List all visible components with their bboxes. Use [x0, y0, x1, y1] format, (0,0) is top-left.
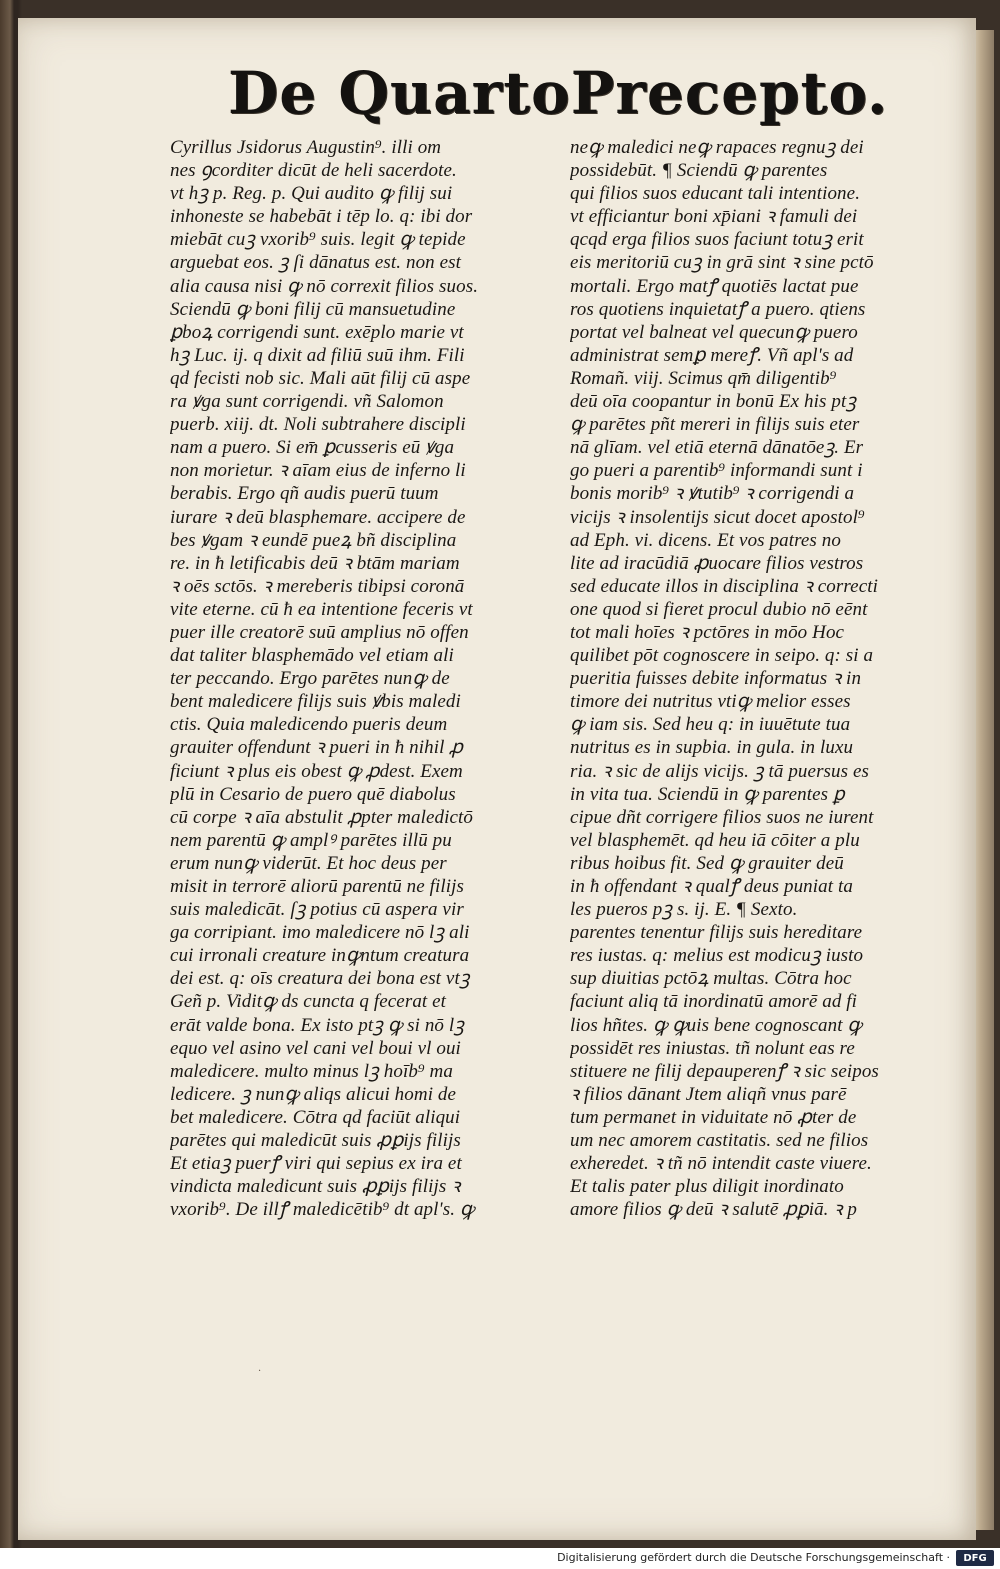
text-line: possidēt res iniustas. tñ nolunt eas re: [570, 1037, 855, 1059]
text-line: go pueri a parentib⁹ informandi sunt i: [570, 460, 863, 482]
text-line: deū oīa coopantur in bonū Ex his ptꝫ: [570, 391, 857, 413]
text-line: ra ꝟga sunt corrigendi. vñ Salomon: [170, 391, 444, 413]
text-line: qd fecisti nob sic. Mali aūt filij cū aspe: [170, 367, 471, 389]
text-line: vicijs ꝛ insolentijs sicut docet apostol⁹: [570, 506, 865, 528]
text-line: vite eterne. cū ħ ea intentione feceris vt: [170, 598, 473, 620]
text-line: stituere ne filij depauperenꝭ ꝛ sic seipos: [570, 1060, 879, 1082]
text-line: ꝑboꝝ corrigendi sunt. exēplo marie vt: [170, 321, 464, 343]
text-line: dat taliter blasphemādo vel etiam ali: [170, 645, 454, 667]
text-line: ꝙ parētes pñt mereri in filijs suis eter: [570, 414, 860, 436]
text-line: vxorib⁹. De illꝭ maledicētib⁹ dt apl's. ꝙ: [170, 1199, 475, 1221]
text-line: cū corpe ꝛ aīa abstulit ꝓpter maledictō: [170, 806, 473, 828]
text-line: tum permanet in viduitate nō ꝓter de: [570, 1106, 857, 1128]
text-line: miebāt cuꝫ vxorib⁹ suis. legit ꝙ tepide: [170, 229, 466, 251]
text-line: one quod si fieret procul dubio nō eēnt: [570, 598, 868, 620]
text-line: nem parentū ꝙ amplꝰ parētes illū pu: [170, 829, 452, 851]
text-line: tot mali hoīes ꝛ pctōres in mōo Hoc: [570, 621, 845, 643]
text-line: misit in terrorē aliorū parentū ne filijs: [170, 876, 465, 897]
text-line: amore filios ꝙ deū ꝛ salutē ꝓꝑiā. ꝛ p: [570, 1199, 857, 1221]
running-head-left: De Quarto: [228, 59, 571, 127]
text-line: administrat semꝑ mereꝭ. Vñ apl's ad: [570, 344, 854, 366]
text-line: Et etiaꝫ puerꝭ viri qui sepius ex ira et: [170, 1153, 462, 1175]
text-line: cipue dñt corrigere filios suos ne iurent: [570, 806, 874, 828]
text-line: mortali. Ergo matꝭ quotiēs lactat pue: [570, 275, 859, 297]
text-line: dei est. q: oīs creatura dei bona est vtꝫ: [170, 968, 470, 990]
text-line: ctis. Quia maledicendo pueris deum: [170, 714, 448, 736]
text-line: plū in Cesario de puero quē diabolus: [170, 783, 456, 805]
ink-speck: ·: [258, 1366, 262, 1377]
text-line: ꝛ filios dānant Jtem aliqñ vnus parē: [570, 1083, 847, 1105]
text-line: les pueros pꝫ s. ij. E. ¶ Sexto.: [570, 899, 798, 921]
text-line: ter peccando. Ergo parētes nunꝙ de: [170, 668, 450, 690]
text-line: eis meritoriū cuꝫ in grā sint ꝛ sine pctō: [570, 252, 874, 274]
text-line: erum nunꝙ viderūt. Et hoc deus per: [170, 852, 447, 874]
text-line: arguebat eos. ꝫ ſi dānatus est. non est: [170, 252, 462, 274]
text-line: neꝙ maledici neꝙ rapaces regnuꝫ dei: [570, 137, 864, 158]
text-line: bent maledicere filijs suis ꝟbis maledi: [170, 691, 461, 713]
text-line: ꝛ oēs sctōs. ꝛ mereberis tibipsi coronā: [170, 575, 465, 597]
running-head-right: Precepto.: [570, 59, 889, 127]
text-line: erāt valde bona. Ex isto ptꝫ ꝙ si nō lꝫ: [170, 1014, 465, 1036]
text-line: qui filios suos educant tali intentione.: [570, 183, 861, 205]
text-line: ga corripiant. imo maledicere nō lꝫ ali: [170, 922, 470, 944]
text-line: ros quotiens inquietatꝭ a puero. qtiens: [570, 298, 866, 320]
text-line: alia causa nisi ꝙ nō correxit filios suos.: [170, 275, 479, 297]
text-line: equo vel asino vel cani vel boui vl oui: [170, 1037, 461, 1059]
running-head: [228, 59, 889, 127]
text-line: maledicere. multo minus lꝫ hoīb⁹ ma: [170, 1060, 453, 1082]
text-line: suis maledicāt. ſꝫ potius cū aspera vir: [170, 899, 464, 921]
text-line: berabis. Ergo qñ audis puerū tuum: [170, 483, 439, 505]
text-line: res iustas. q: melius est modicuꝫ iusto: [570, 945, 864, 967]
text-line: cui irronali creature inꝙntum creatura: [170, 945, 470, 967]
footer-credit: Digitalisierung gefördert durch die Deutsche Forschungsgemeinschaft ·: [557, 1551, 950, 1564]
text-line: ledicere. ꝫ nunꝙ aliqs alicui homi de: [170, 1083, 457, 1105]
text-line: grauiter offendunt ꝛ pueri in ħ nihil ꝓ: [170, 737, 463, 759]
text-line: bes ꝟgam ꝛ eundē pueꝝ bñ disciplina: [170, 529, 457, 551]
text-line: nutritus es in supbia. in gula. in luxu: [570, 737, 854, 759]
text-line: non morietur. ꝛ aīam eius de inferno li: [170, 460, 466, 482]
text-line: nam a puero. Si em̄ ꝑcusseris eū ꝟga: [170, 437, 455, 459]
text-line: ribus hoibus fit. Sed ꝙ grauiter deū: [570, 852, 844, 874]
text-line: nes ꝯcorditer dicūt de heli sacerdote.: [170, 160, 457, 182]
text-line: Geñ p. Viditꝙ ds cuncta q fecerat et: [170, 991, 447, 1013]
text-line: ad Eph. vi. dicens. Et vos patres no: [570, 529, 841, 551]
text-line: bonis morib⁹ ꝛ ꝟtutib⁹ ꝛ corrigendi a: [570, 483, 855, 505]
text-line: pueritia fuisses debite informatus ꝛ in: [570, 668, 862, 690]
text-line: vt efficiantur boni xp̄iani ꝛ famuli dei: [570, 206, 858, 228]
text-line: faciunt aliq tā inordinatū amorē ad fi: [570, 991, 858, 1013]
text-line: sup diuitias pctōꝝ multas. Cōtra hoc: [570, 968, 852, 990]
text-line: um nec amorem castitatis. sed ne filios: [570, 1130, 869, 1152]
text-line: puer ille creatorē suū amplius nō offen: [170, 621, 469, 643]
text-line: sed educate illos in disciplina ꝛ correcti: [570, 575, 879, 597]
text-line: parentes tenentur filijs suis hereditare: [570, 922, 863, 944]
text-line: ꝙ iam sis. Sed heu q: in iuuētute tua: [570, 714, 851, 736]
text-line: portat vel balneat vel quecunꝙ puero: [570, 321, 858, 343]
text-line: in vita tua. Sciendū in ꝙ parentes ꝑ: [570, 783, 845, 805]
right-text-column: [570, 136, 948, 1221]
text-line: in ħ offendant ꝛ qualꝭ deus puniat ta: [570, 876, 853, 897]
text-line: lite ad iracūdiā ꝓuocare filios vestros: [570, 552, 864, 574]
dfg-logo: DFG: [956, 1550, 994, 1566]
text-line: timore dei nutritus vtiꝙ melior esses: [570, 691, 851, 713]
text-line: vt hꝫ p. Reg. p. Qui audito ꝙ filij sui: [170, 183, 453, 205]
text-line: nā glīam. vel etiā eternā dānatōeꝫ. Er: [570, 437, 864, 459]
text-line: vel blasphemēt. qd heu iā cōiter a plu: [570, 829, 860, 851]
text-line: quilibet pōt cognoscere in seipo. q: si a: [570, 645, 874, 667]
text-line: lios hñtes. ꝙ ꝙuis bene cognoscant ꝙ: [570, 1014, 862, 1036]
text-line: Cyrillus Jsidorus Augustin⁹. illi om: [170, 137, 442, 158]
text-line: qcqd erga filios suos faciunt totuꝫ erit: [570, 229, 864, 251]
left-text-column: [170, 136, 548, 1221]
text-line: Sciendū ꝙ boni filij cū mansuetudine: [170, 298, 456, 320]
text-line: Et talis pater plus diligit inordinato: [570, 1176, 844, 1198]
text-line: Romañ. viij. Scimus qm̄ diligentib⁹: [570, 367, 837, 389]
text-line: inhoneste se habebāt i tēp lo. q: ibi dor: [170, 206, 473, 228]
text-line: hꝫ Luc. ij. q dixit ad filiū suū ihm. Fili: [170, 344, 465, 366]
text-line: puerb. xiij. dt. Noli subtrahere discipli: [170, 414, 466, 436]
text-line: re. in ħ letificabis deū ꝛ btām mariam: [170, 552, 460, 574]
text-line: parētes qui maledicūt suis ꝓꝑijs filijs: [170, 1130, 461, 1152]
text-line: iurare ꝛ deū blasphemare. accipere de: [170, 506, 466, 528]
text-line: bet maledicere. Cōtra qd faciūt aliqui: [170, 1106, 461, 1128]
footer-bar: [0, 1548, 1000, 1569]
text-line: vindicta maledicunt suis ꝓꝑijs filijs ꝛ: [170, 1176, 461, 1198]
text-line: ria. ꝛ sic de alijs vicijs. ꝫ tā puersus es: [570, 760, 870, 782]
text-line: ficiunt ꝛ plus eis obest ꝙ ꝓdest. Exem: [170, 760, 463, 782]
text-line: possidebūt. ¶ Sciendū ꝙ parentes: [570, 160, 828, 182]
text-line: exheredet. ꝛ tñ nō intendit caste viuere.: [570, 1153, 872, 1175]
